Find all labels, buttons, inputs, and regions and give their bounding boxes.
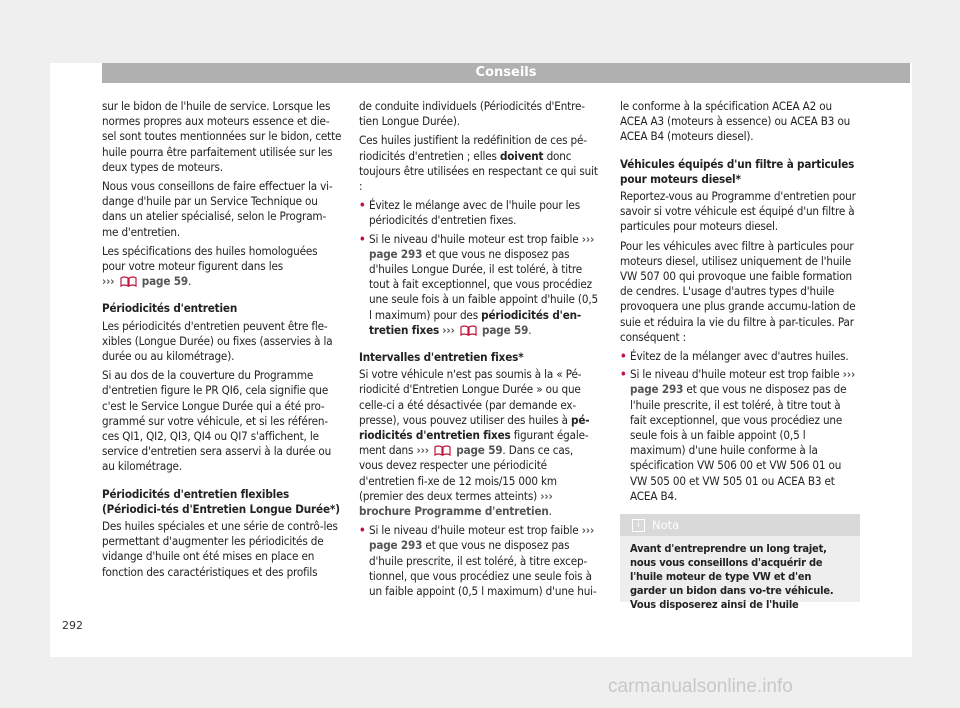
paragraph: Des huiles spéciales et une série de contrô-les permettant d'augmenter les périodicités de vidange d'huile ont été mises en place en fonction des caractéristiques et des profils: [102, 519, 338, 579]
punctuation: .: [528, 322, 532, 337]
paragraph-text: figurant égale-ment dans: [359, 428, 589, 458]
note-box: [620, 514, 860, 611]
bullet-icon: •: [359, 523, 366, 538]
book-icon: [434, 444, 451, 456]
note-header: [620, 514, 860, 536]
list-item-text: Si le niveau d'huile moteur est trop faible: [369, 523, 579, 538]
punctuation: .: [187, 274, 192, 289]
paragraph: [359, 133, 599, 194]
emphasis: doivent: [499, 148, 544, 163]
paragraph: Pour les véhicules avec filtre à particules pour moteurs diesel, utilisez uniquement de l'huile VW 507 00 qui provoque une faible formation de cendres. L'usage d'autres types d'huile provoquera une plus grande accumu-lation de suie et réduira la vie du filtre à par-ticules. Par conséquent :: [620, 238, 856, 344]
page-number: 292: [62, 619, 83, 632]
punctuation: .: [548, 504, 552, 519]
list-item-text: Évitez le mélange avec de l'huile pour les périodicités d'entretien fixes.: [369, 198, 580, 228]
paragraph: Si au dos de la couverture du Programme d'entretien figure le PR QI6, cela signifie que c'est le Service Longue Durée qui a été pro-grammé sur votre véhicule, et si les référen-ces QI1, QI2, QI3, QI4 ou QI7 s'affichent, le service d'entretien sera asservi à la durée ou au kilométrage.: [102, 368, 332, 474]
list-item: [359, 232, 599, 338]
page-reference-link[interactable]: page 59: [482, 322, 529, 337]
list-item-text: et que vous ne disposez pas d'huile prescrite, il est toléré, à titre excep-tionnel, que vous procédiez une seule fois à un faible appoint (0,5 l maximum) d'une hui-: [369, 538, 597, 599]
note-text: Avant d'entreprendre un long trajet, nous vous conseillons d'acquérir de l'huile moteur de type VW et d'en garder un bidon dans vo-tre véhicule. Vous disposerez ainsi de l'huile: [630, 542, 834, 611]
paragraph: Nous vous conseillons de faire effectuer la vi-dange d'huile par un Service Technique ou dans un atelier spécialisé, selon le Program-me d'entretien.: [102, 179, 333, 239]
reference-arrows: ›››: [102, 274, 115, 289]
paragraph-text: Ces huiles justifient la redéfinition de ces pé-riodicités d'entretien ; elles: [359, 133, 587, 163]
bullet-icon: •: [359, 231, 366, 246]
paragraph: Les périodicités d'entretien peuvent être fle-xibles (Longue Durée) ou fixes (asservies à la durée ou au kilométrage).: [102, 318, 333, 364]
bullet-icon: •: [620, 349, 627, 364]
paragraph: de conduite individuels (Périodicités d'Entre-tien Longue Durée).: [359, 99, 585, 129]
paragraph: Reportez-vous au Programme d'entretien pour savoir si votre véhicule est équipé d'un filtre à particules pour moteurs diesel.: [620, 189, 856, 234]
bullet-list: [359, 523, 599, 599]
emphasis: périodicités d'en-tretien fixes: [369, 307, 582, 337]
bullet-icon: •: [359, 198, 366, 213]
page-reference-link[interactable]: ››› page 293: [369, 523, 595, 553]
page-reference-link[interactable]: page 59: [141, 274, 188, 289]
reference-arrows: ›››: [442, 322, 455, 337]
page-reference-link[interactable]: ››› page 293: [369, 231, 595, 261]
bullet-list: [359, 198, 599, 338]
book-icon: [460, 324, 477, 336]
list-item-text: et que vous ne disposez pas de l'huile prescrite, il est toléré, à titre tout à fait exceptionnel, que vous procédiez une seule fois à un faible appoint (0,5 l maximum) d'une huile conforme à la spécification VW 506 00 et VW 506 01 ou VW 505 00 et VW 505 01 ou ACEA B3 et ACEA B4.: [630, 382, 847, 503]
paragraph-text: . Dans ce cas, vous devez respecter une périodicité d'entretien fi-xe de 12 mois/15 000 km (premier des deux termes atteints): [359, 443, 574, 503]
section-title: Conseils: [475, 65, 537, 80]
text-column-1: [102, 99, 342, 584]
subheading: Périodicités d'entretien: [102, 301, 238, 316]
list-item: [359, 198, 599, 228]
bullet-list: [620, 349, 860, 504]
section-header-bar: [102, 63, 910, 83]
list-item: [620, 349, 860, 364]
list-item-text: et que vous ne disposez pas d'huiles Longue Durée, il est toléré, à titre tout à fait exceptionnel, que vous procédiez une seule fois à un faible appoint d'huile (0,5 l maximum) pour des: [369, 246, 598, 322]
brochure-reference-link[interactable]: ››› brochure Programme d'entretien: [359, 488, 553, 519]
watermark-text: carmanualsonline.info: [608, 676, 793, 697]
bullet-icon: •: [620, 367, 627, 382]
list-item-text: Évitez de la mélanger avec d'autres huiles.: [630, 349, 849, 364]
paragraph: le conforme à la spécification ACEA A2 ou ACEA A3 (moteurs à essence) ou ACEA B3 ou ACEA B4 (moteurs diesel).: [620, 99, 851, 144]
emphasis: pé-riodicités d'entretien fixes: [359, 412, 590, 443]
reference-arrows: ›››: [416, 443, 429, 458]
subheading: Intervalles d'entretien fixes*: [359, 350, 524, 365]
paragraph: [102, 244, 342, 290]
paragraph: sur le bidon de l'huile de service. Lorsque les normes propres aux moteurs essence et die-sel sont toutes mentionnées sur le bidon, cette huile pourra être parfaitement utilisée sur les deux types de moteurs.: [102, 99, 342, 174]
note-label: Nota: [652, 518, 680, 532]
paragraph-text: donc toujours être utilisées en respectant ce qui suit :: [359, 148, 598, 194]
paragraph-text: Les spécifications des huiles homologuées pour votre moteur figurent dans les: [102, 243, 318, 274]
list-item-text: Si le niveau d'huile moteur est trop faible: [369, 231, 579, 246]
manual-page: [50, 63, 912, 657]
list-item-text: Si le niveau d'huile moteur est trop faible: [630, 367, 840, 382]
paragraph-text: Si votre véhicule n'est pas soumis à la « Pé-riodicité d'Entretien Longue Durée » ou que celle-ci a été désactivée (par demande ex-presse), vous pouvez utiliser des huiles à: [359, 367, 582, 427]
text-column-3: [620, 99, 860, 506]
book-icon: [120, 275, 137, 287]
page-reference-link[interactable]: page 59: [456, 443, 503, 458]
list-item: [620, 367, 860, 504]
subheading: Périodicités d'entretien flexibles (Périodici-tés d'Entretien Longue Durée*): [102, 486, 340, 516]
info-icon: i: [632, 519, 645, 532]
list-item: [359, 523, 599, 599]
subheading: Véhicules équipés d'un filtre à particules pour moteurs diesel*: [620, 156, 855, 186]
text-column-2: [359, 99, 599, 601]
paragraph: [359, 367, 599, 519]
page-reference-link[interactable]: ››› page 293: [630, 367, 856, 397]
